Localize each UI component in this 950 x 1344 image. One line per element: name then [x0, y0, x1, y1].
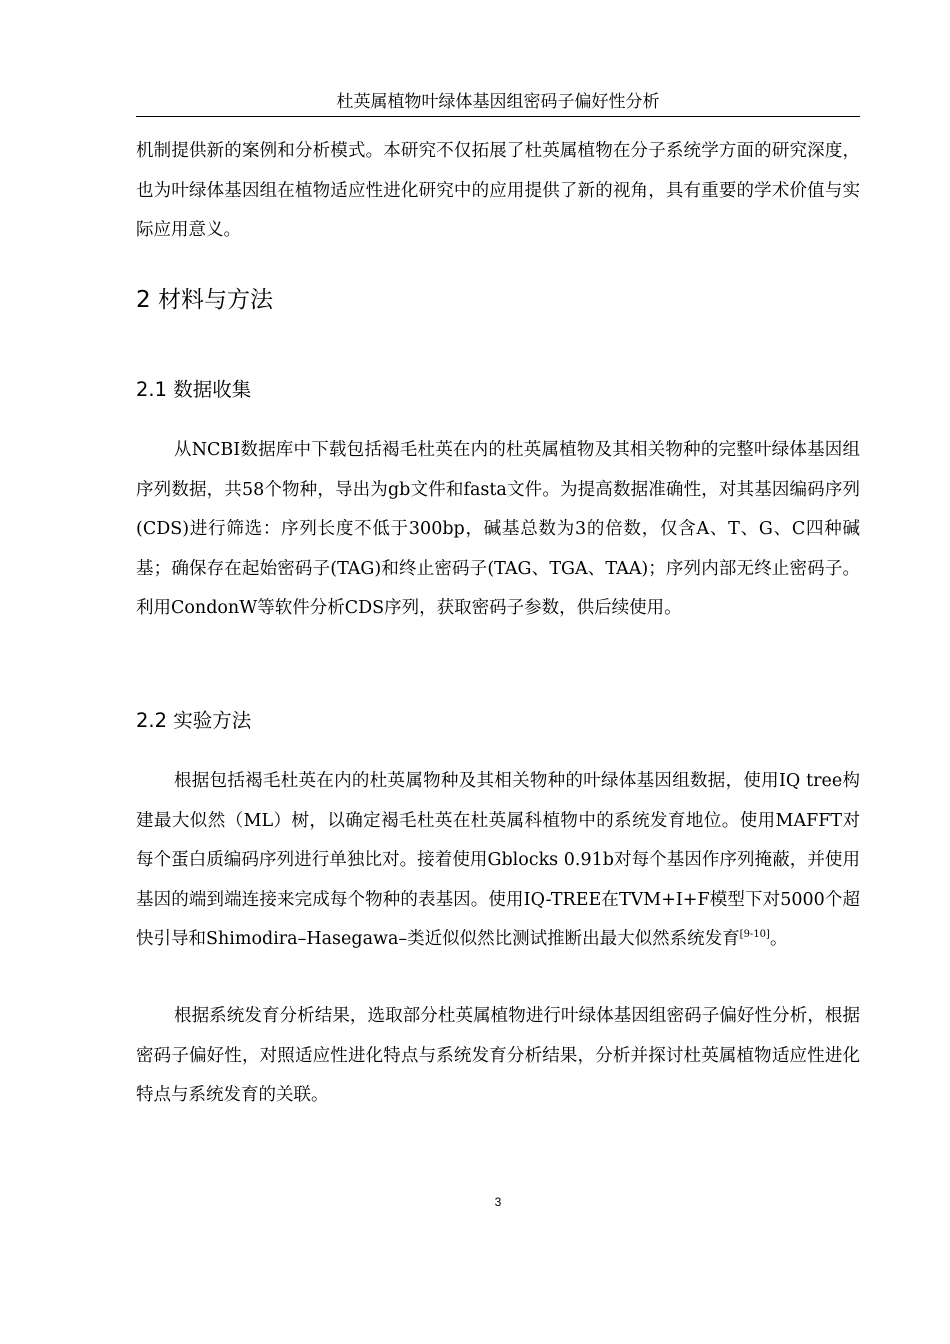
- subsection-heading-experimental-methods: 2.2 实验方法: [136, 709, 252, 732]
- data-collection-paragraph: 从NCBI数据库中下载包括褐毛杜英在内的杜英属植物及其相关物种的完整叶绿体基因组序列数据，共58个物种，导出为gb文件和fasta文件。为提高数据准确性，对其基因编码序列(CDS)进行筛选：序列长度不低于300bp，碱基总数为3的倍数，仅含A、T、G、C四种碱基；确保存在起始密码子(TAG)和终止密码子(TAG、TGA、TAA)；序列内部无终止密码子。利用CondonW等软件分析CDS序列，获取密码子参数，供后续使用。: [136, 440, 860, 618]
- header-rule: [136, 116, 860, 117]
- page-number: 3: [494, 1195, 502, 1209]
- experimental-methods-paragraph-1-end: 。: [769, 929, 788, 949]
- section-heading-materials-methods: 2 材料与方法: [136, 287, 273, 313]
- subsection-heading-data-collection: 2.1 数据收集: [136, 378, 252, 401]
- experimental-methods-paragraph-1-text: 根据包括褐毛杜英在内的杜英属物种及其相关物种的叶绿体基因组数据，使用IQ tree构建最大似然（ML）树，以确定褐毛杜英在杜英属科植物中的系统发育地位。使用MAFFT对每个蛋白质编码序列进行单独比对。接着使用Gblocks 0.91b对每个基因作序列掩蔽，并使用基因的端到端连接来完成每个物种的表基因。使用IQ-TREE在TVM+I+F模型下对5000个超快引导和Shimodira–Hasegawa–类近似似然比测试推断出最大似然系统发育: [136, 771, 860, 949]
- intro-paragraph: 机制提供新的案例和分析模式。本研究不仅拓展了杜英属植物在分子系统学方面的研究深度，也为叶绿体基因组在植物适应性进化研究中的应用提供了新的视角，具有重要的学术价值与实际应用意义。: [136, 141, 860, 240]
- experimental-methods-paragraph-2: 根据系统发育分析结果，选取部分杜英属植物进行叶绿体基因组密码子偏好性分析，根据密码子偏好性，对照适应性进化特点与系统发育分析结果，分析并探讨杜英属植物适应性进化特点与系统发育的关联。: [136, 1006, 860, 1105]
- running-header: 杜英属植物叶绿体基因组密码子偏好性分析: [336, 92, 660, 112]
- citation-reference: [9-10]: [739, 929, 770, 941]
- experimental-methods-paragraph-1: [136, 762, 860, 960]
